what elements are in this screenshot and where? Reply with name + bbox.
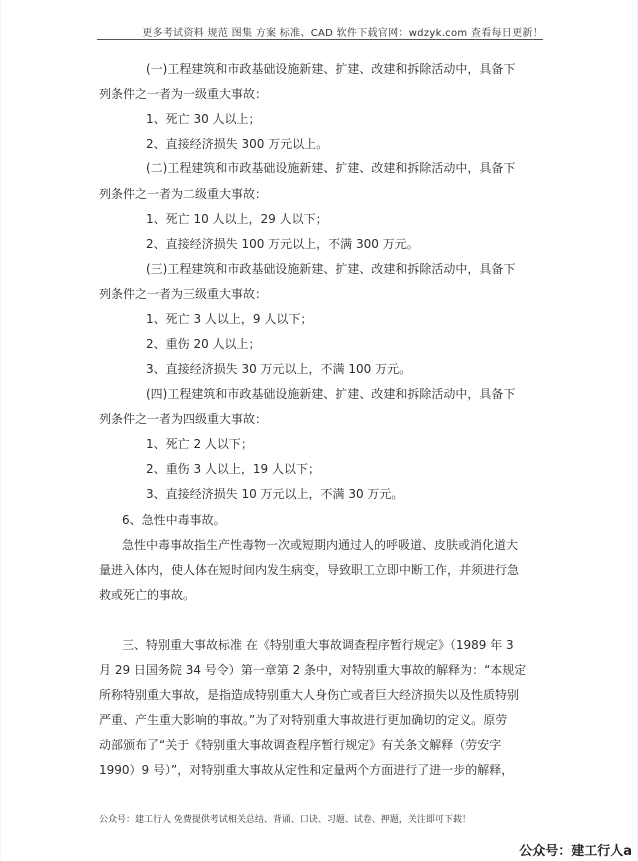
paragraph-line: 急性中毒事故指生产性毒物一次或短期内通过人的呼吸道、皮肤或消化道大	[122, 538, 519, 552]
list-item: 2、重伤 20 人以上；	[146, 337, 261, 351]
list-item: 1、死亡 3 人以上，9 人以下；	[146, 312, 313, 326]
header-divider	[97, 39, 543, 40]
list-item: 1、死亡 10 人以上，29 人以下；	[146, 212, 328, 226]
list-item: 3、直接经济损失 10 万元以上，不满 30 万元。	[146, 487, 404, 501]
section-heading: 6、急性中毒事故。	[122, 513, 226, 527]
paragraph-line: (四)工程建筑和市政基础设施新建、扩建、改建和拆除活动中，具备下	[146, 387, 516, 401]
page-header: 更多考试资料 规范 图集 方案 标准、CAD 软件下载官网：wdzyk.com 查看每日更新！	[142, 28, 543, 39]
list-item: 2、直接经济损失 300 万元以上。	[146, 137, 329, 151]
paragraph-line: 月 29 日国务院 34 号令）第一章第 2 条中，对特别重大事故的解释为：“本规定	[99, 663, 527, 677]
list-item: 1、死亡 30 人以上；	[146, 112, 261, 126]
paragraph-line: (二)工程建筑和市政基础设施新建、扩建、改建和拆除活动中，具备下	[146, 161, 516, 175]
paragraph-line: 严重、产生重大影响的事故。”为了对特别重大事故进行更加确切的定义。原劳	[99, 713, 508, 727]
list-item: 2、直接经济损失 100 万元以上，不满 300 万元。	[146, 237, 419, 251]
paragraph-line: 所称特别重大事故，是指造成特别重大人身伤亡或者巨大经济损失以及性质特别	[99, 688, 520, 702]
list-item: 3、直接经济损失 30 万元以上，不满 100 万元。	[146, 362, 412, 376]
document-page	[1, 0, 637, 861]
list-item: 1、死亡 2 人以下；	[146, 437, 253, 451]
paragraph-line: 量进入体内，使人体在短时间内发生病变，导致职工立即中断工作，并须进行急	[99, 563, 520, 577]
watermark-label: 公众号：建工行人a	[519, 844, 632, 859]
paragraph-line: 动部颁布了“关于《特别重大事故调查程序暂行规定》有关条文解释（劳安字	[99, 738, 502, 752]
list-item: 2、重伤 3 人以上，19 人以下；	[146, 462, 320, 476]
paragraph-line: 三、特别重大事故标准 在《特别重大事故调查程序暂行规定》（1989 年 3	[122, 638, 514, 652]
paragraph-line: (一)工程建筑和市政基础设施新建、扩建、改建和拆除活动中，具备下	[146, 62, 516, 76]
paragraph-line: 1990）9 号）”，对特别重大事故从定性和定量两个方面进行了进一步的解释，	[99, 763, 514, 777]
paragraph-line: 列条件之一者为四级重大事故：	[99, 412, 268, 426]
paragraph-line: 救或死亡的事故。	[99, 588, 196, 602]
page-footer: 公众号：建工行人 免费提供考试相关总结、背诵、口诀、习题、试卷、押题，关注即可下载！	[99, 815, 471, 825]
paragraph-line: 列条件之一者为一级重大事故：	[99, 87, 268, 101]
paragraph-line: 列条件之一者为二级重大事故：	[99, 187, 268, 201]
paragraph-line: (三)工程建筑和市政基础设施新建、扩建、改建和拆除活动中，具备下	[146, 262, 516, 276]
paragraph-line: 列条件之一者为三级重大事故：	[99, 287, 268, 301]
